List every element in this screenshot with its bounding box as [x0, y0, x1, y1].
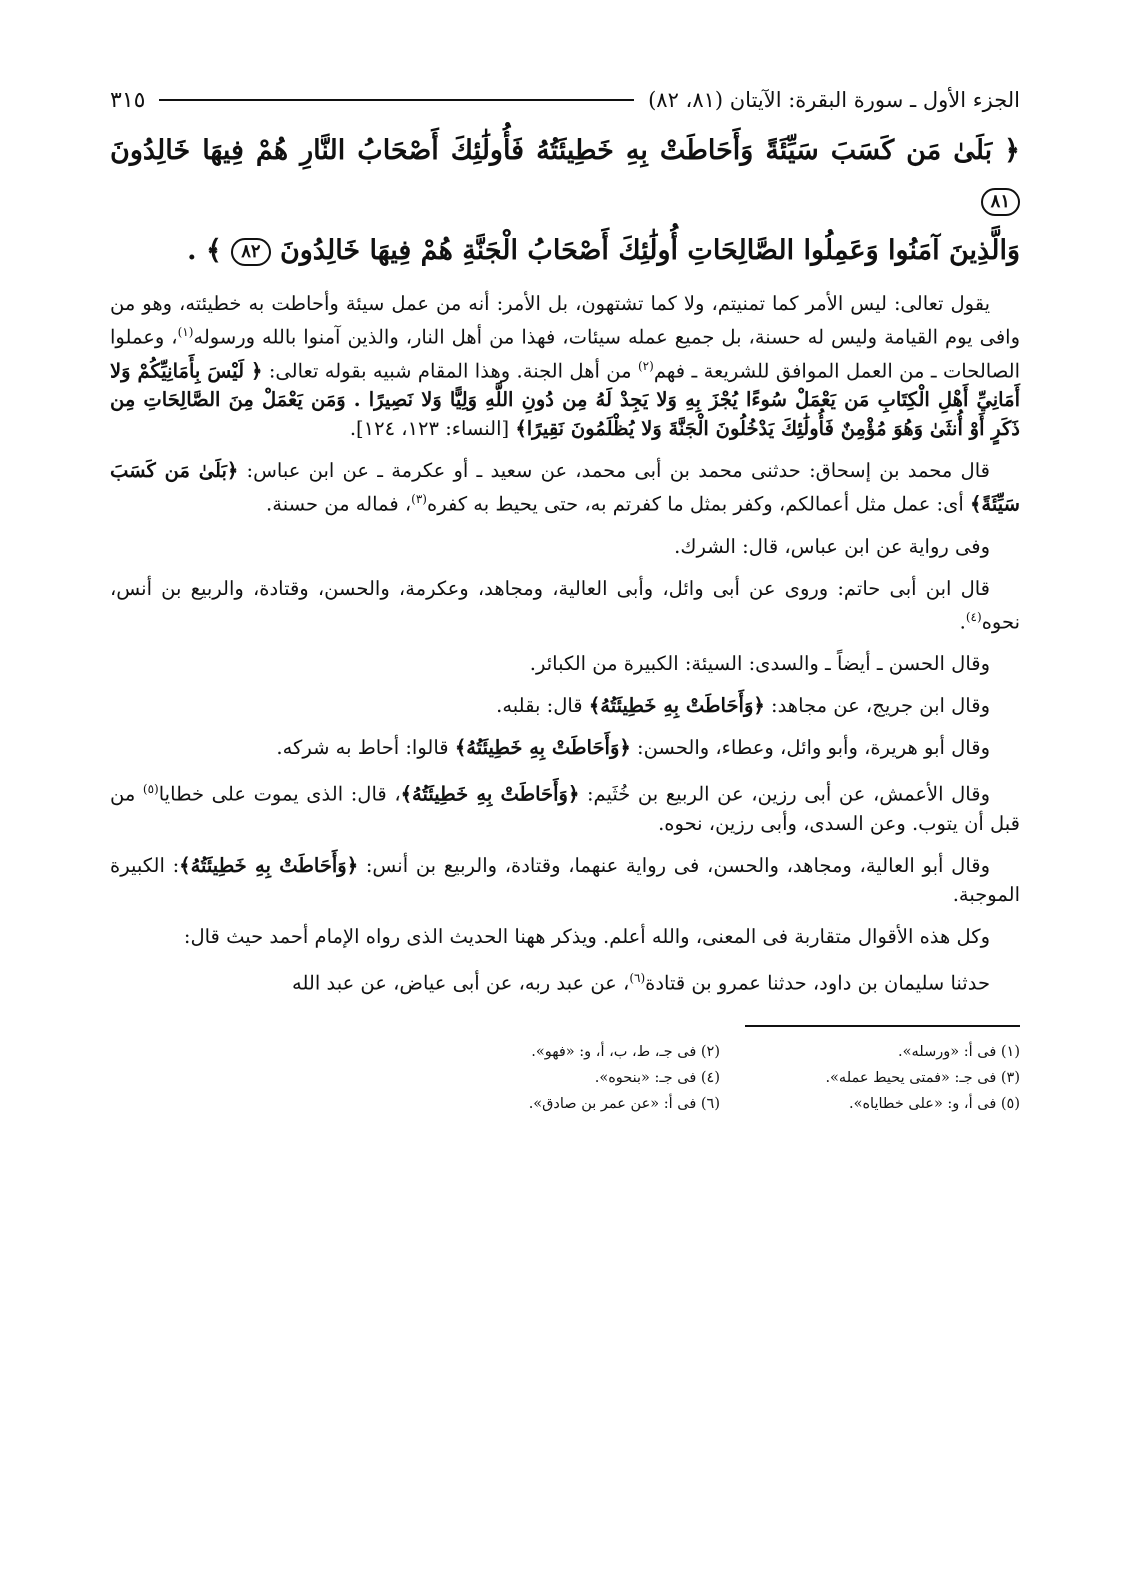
- quran-quote-p8: ﴿وَأَحَاطَتْ بِهِ خَطِيئَتُهُ﴾: [400, 782, 580, 806]
- running-header: [110, 80, 1020, 120]
- verse-number-82: ٨٢: [231, 238, 270, 266]
- footnote-divider: [745, 1025, 1020, 1027]
- p8-text-b: ، قال: الذى يموت على خطايا: [158, 782, 401, 806]
- verse-end-bracket: ﴾ .: [187, 235, 222, 266]
- p8-text-c: من قبل أن يتوب. وعن السدى، وأبى رزين، نحوه.: [110, 782, 1020, 835]
- p8-text-a: وقال الأعمش، عن أبى رزين، عن الربيع بن خُثَيم:: [579, 782, 990, 806]
- verse-number-81: ٨١: [981, 188, 1020, 216]
- paragraph-1: [110, 289, 1020, 443]
- quran-verses: [110, 126, 1020, 276]
- p4-text-b: .: [959, 610, 966, 633]
- quran-quote-p7: ﴿وَأَحَاطَتْ بِهِ خَطِيئَتُهُ﴾: [454, 736, 631, 759]
- quran-quote-p2: ﴿بَلَىٰ مَن كَسَبَ سَيِّئَةً﴾: [110, 459, 1020, 516]
- footnotes: [110, 1039, 1020, 1117]
- p6-text-a: وقال ابن جريج، عن مجاهد:: [764, 694, 990, 717]
- p2-text-a: قال محمد بن إسحاق: حدثنى محمد بن أبى محمد، عن سعيد ـ أو عكرمة ـ عن ابن عباس:: [238, 459, 990, 482]
- book-page: [110, 80, 1020, 1117]
- paragraph-9: [110, 851, 1020, 909]
- p4-text-a: قال ابن أبى حاتم: وروى عن أبى وائل، وأبى العالية، ومجاهد، وعكرمة، والحسن، وقتادة، والربيع بن أنس، نحوه: [110, 576, 1020, 633]
- paragraph-4: [110, 574, 1020, 637]
- paragraph-11: [110, 964, 1020, 998]
- paragraph-5: وقال الحسن ـ أيضاً ـ والسدى: السيئة: الكبيرة من الكبائر.: [529, 652, 990, 675]
- p7-text-b: قالوا: أحاط به شركه.: [276, 736, 455, 759]
- p1-text-b: ، وعملوا الصالحات ـ من العمل الموافق للشريعة ـ فهم: [110, 325, 1020, 382]
- p1-text-a: يقول تعالى: ليس الأمر كما تمنيتم، ولا كما تشتهون، بل الأمر: أنه من عمل سيئة وأحاطت به خطيئته، وهو من وافى يوم القيامة وليس له حسنة، بل جميع عمله سيئات، فهذا من أهل النار، والذين آمنوا بالله ورسوله: [110, 292, 1020, 349]
- verse-81-text: ﴿ بَلَىٰ مَن كَسَبَ سَيِّئَةً وَأَحَاطَتْ بِهِ خَطِيئَتُهُ فَأُولَٰئِكَ أَصْحَابُ النَّارِ هُمْ فِيهَا خَالِدُونَ: [110, 135, 1020, 166]
- quran-quote-p6: ﴿وَأَحَاطَتْ بِهِ خَطِيئَتُهُ﴾: [588, 694, 765, 717]
- p2-text-c: ، فماله من حسنة.: [266, 492, 412, 516]
- footnote-ref-3: (٣): [411, 492, 427, 506]
- header-rule: [159, 99, 634, 101]
- footnote-ref-5: (٥): [142, 782, 159, 796]
- footnote-3: (٣) فى جـ: «فمتى يحيط عمله».: [825, 1070, 1020, 1086]
- footnote-ref-1: (١): [177, 325, 194, 339]
- p9-text-a: وقال أبو العالية، ومجاهد، والحسن، فى رواية عنهما، وقتادة، والربيع بن أنس:: [358, 853, 990, 877]
- paragraph-2: [110, 456, 1020, 519]
- footnote-2: (٢) فى جـ، ط، ب، أ، و: «فهو».: [531, 1044, 720, 1060]
- verse-82-text: وَالَّذِينَ آمَنُوا وَعَمِلُوا الصَّالِحَاتِ أُولَٰئِكَ أَصْحَابُ الْجَنَّةِ هُمْ فِيهَا خَالِدُونَ: [279, 235, 1020, 266]
- p9-text-b: : الكبيرة الموجبة.: [110, 853, 1020, 906]
- verse-line-82: [110, 226, 1020, 276]
- p11-text-a: حدثنا سليمان بن داود، حدثنا عمرو بن قتادة: [645, 971, 990, 994]
- p6-text-b: قال: بقلبه.: [496, 694, 589, 717]
- footnote-ref-4: (٤): [965, 609, 982, 624]
- footnote-5: (٥) فى أ، و: «على خطاياه».: [848, 1096, 1020, 1112]
- footnote-4: (٤) فى جـ: «بنحوه».: [594, 1070, 720, 1086]
- paragraph-6: [110, 691, 1020, 720]
- footnote-ref-2: (٢): [637, 358, 654, 373]
- footnote-ref-6: (٦): [629, 970, 646, 985]
- footnote-1: (١) فى أ: «ورسله».: [898, 1044, 1020, 1060]
- footnote-6: (٦) فى أ: «عن عمر بن صادق».: [528, 1096, 720, 1112]
- p1-citation: [النساء: ١٢٣، ١٢٤].: [349, 417, 516, 440]
- paragraph-10: وكل هذه الأقوال متقاربة فى المعنى، والله أعلم. ويذكر ههنا الحديث الذى رواه الإمام أحمد حيث قال:: [183, 924, 990, 948]
- p11-text-b: ، عن عبد ربه، عن أبى عياض، عن عبد الله: [291, 971, 630, 994]
- running-title: الجزء الأول ـ سورة البقرة: الآيتان (٨١، ٨٢): [648, 88, 1020, 112]
- quran-quote-p9: ﴿وَأَحَاطَتْ بِهِ خَطِيئَتُهُ﴾: [179, 853, 359, 877]
- quran-quote-nisa: ﴿ لَيْسَ بِأَمَانِيِّكُمْ وَلا أَمَانِيِّ أَهْلِ الْكِتَابِ مَن يَعْمَلْ سُوءًا يُجْزَ بِهِ وَلا يَجِدْ لَهُ مِن دُونِ اللَّهِ وَلِيًّا وَلا نَصِيرًا . وَمَن يَعْمَلْ مِنَ الصَّالِحَاتِ مِن ذَكَرٍ أَوْ أُنثَىٰ وَهُوَ مُؤْمِنٌ فَأُولَٰئِكَ يَدْخُلُونَ الْجَنَّةَ وَلا يُظْلَمُونَ نَقِيرًا﴾: [110, 359, 1020, 440]
- paragraph-7: [110, 733, 1020, 762]
- verse-line-81: [110, 126, 1020, 226]
- paragraph-8: [110, 775, 1020, 838]
- page-number: ٣١٥: [110, 87, 146, 113]
- p7-text-a: وقال أبو هريرة، وأبو وائل، وعطاء، والحسن:: [630, 736, 990, 759]
- p1-text-c: من أهل الجنة. وهذا المقام شبيه بقوله تعالى:: [262, 359, 638, 382]
- p2-text-b: أى: عمل مثل أعمالكم، وكفر بمثل ما كفرتم به، حتى يحيط به كفره: [426, 492, 970, 516]
- paragraph-3: وفى رواية عن ابن عباس، قال: الشرك.: [674, 534, 990, 558]
